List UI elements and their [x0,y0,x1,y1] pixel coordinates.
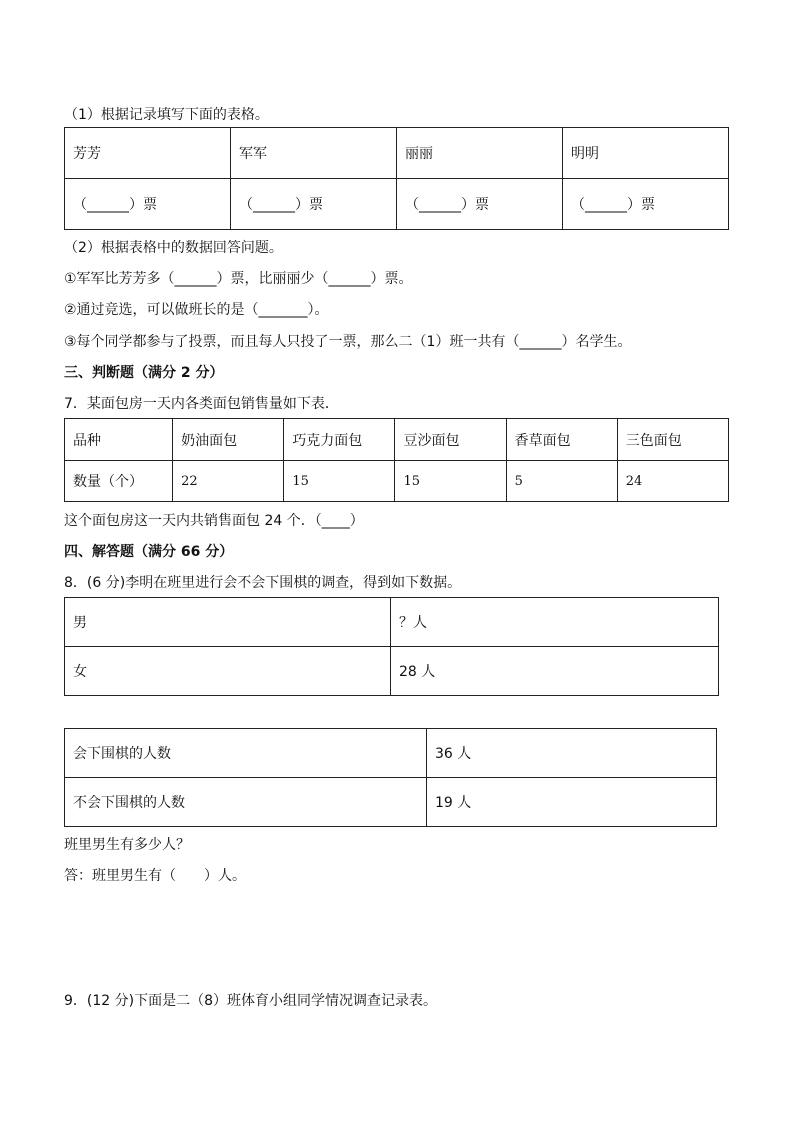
go-label-cell: 会下围棋的人数 [65,729,427,778]
vote-blank-cell: （______）票 [397,179,563,230]
bread-header-cell: 品种 [65,419,173,461]
vote-blank-cell: （______）票 [231,179,397,230]
go-table [64,728,717,827]
vote-table [64,127,729,230]
gender-label-cell: 女 [65,647,391,696]
bread-value-cell: 24 [617,461,728,502]
bread-row-label: 数量（个） [65,461,173,502]
question-part-2-1: ①军军比芳芳多（______）票，比丽丽少（______）票。 [64,271,413,287]
question-part-2: （2）根据表格中的数据回答问题。 [64,240,283,256]
bread-table [64,418,729,502]
bread-header-cell: 香草面包 [506,419,617,461]
section-3-heading: 三、判断题（满分 2 分） [64,365,224,381]
bread-value-cell: 5 [506,461,617,502]
gender-value-cell: ？人 [391,598,719,647]
question-8: 8．(6 分)李明在班里进行会不会下围棋的调查，得到如下数据。 [64,575,462,591]
question-part-2-2: ②通过竞选，可以做班长的是（_______）。 [64,302,329,318]
question-part-1: （1）根据记录填写下面的表格。 [64,107,269,123]
vote-name-cell: 军军 [231,128,397,179]
go-value-cell: 36 人 [427,729,717,778]
bread-header-cell: 奶油面包 [173,419,284,461]
question-9: 9．(12 分)下面是二（8）班体育小组同学情况调查记录表。 [64,993,438,1009]
question-part-2-3: ③每个同学都参与了投票，而且每人只投了一票，那么二（1）班一共有（______）名学生。 [64,334,632,350]
vote-name-cell: 丽丽 [397,128,563,179]
vote-name-cell: 芳芳 [65,128,231,179]
go-label-cell: 不会下围棋的人数 [65,778,427,827]
vote-blank-cell: （______）票 [65,179,231,230]
question-7: 7．某面包房一天内各类面包销售量如下表． [64,396,339,412]
bread-header-cell: 巧克力面包 [284,419,395,461]
vote-blank-cell: （______）票 [563,179,729,230]
question-7-statement: 这个面包房这一天内共销售面包 24 个．（____） [64,513,364,529]
gender-table [64,597,719,696]
section-4-heading: 四、解答题（满分 66 分） [64,544,234,560]
go-value-cell: 19 人 [427,778,717,827]
bread-header-cell: 三色面包 [617,419,728,461]
gender-label-cell: 男 [65,598,391,647]
bread-value-cell: 15 [284,461,395,502]
question-8-answer: 答：班里男生有（ ）人。 [64,868,246,884]
bread-value-cell: 22 [173,461,284,502]
bread-value-cell: 15 [395,461,506,502]
bread-header-cell: 豆沙面包 [395,419,506,461]
gender-value-cell: 28 人 [391,647,719,696]
question-8-ask: 班里男生有多少人？ [64,837,190,853]
vote-name-cell: 明明 [563,128,729,179]
